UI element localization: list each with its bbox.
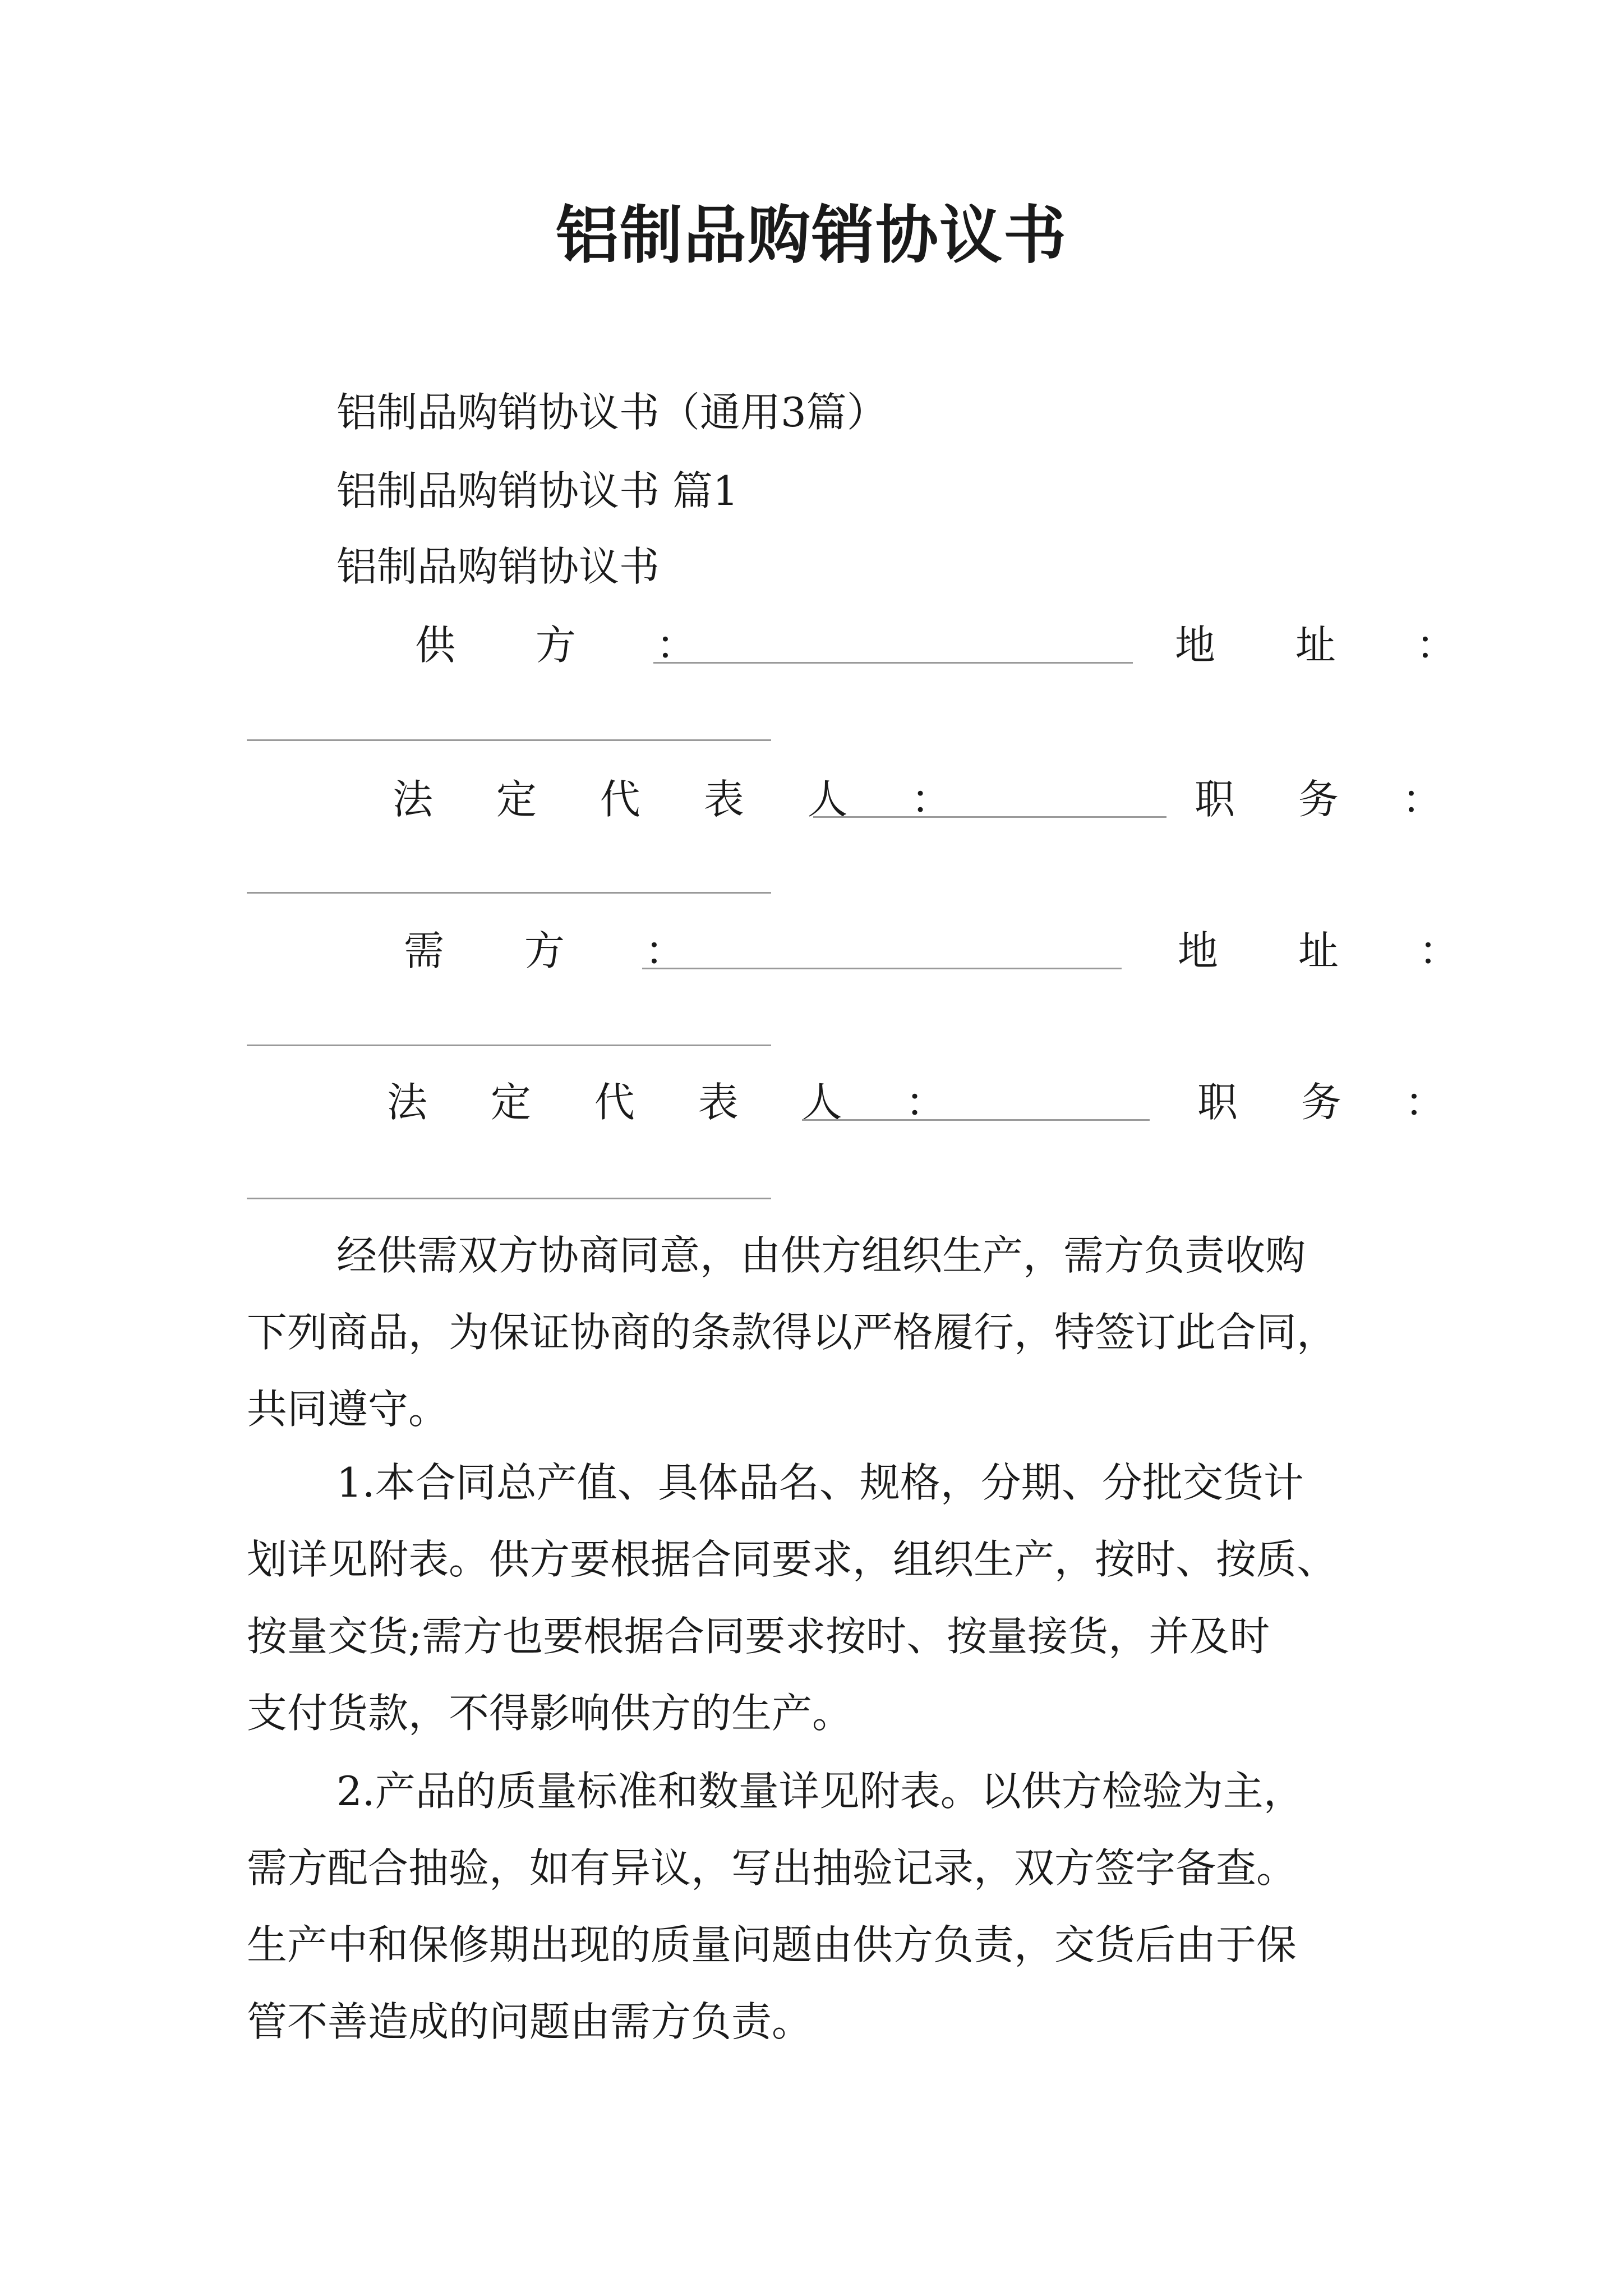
supplier-address-label: 地 址 ： <box>1175 622 1490 669</box>
paragraph-line: 1.本合同总产值、具体品名、规格，分期、分批交货计 <box>336 1459 1304 1506</box>
paragraph-line: 下列商品，为保证协商的条款得以严格履行，特签订此合同， <box>247 1309 1338 1356</box>
paragraph-line: 划详见附表。供方要根据合同要求，组织生产，按时、按质、 <box>247 1536 1338 1583</box>
supplier-rep-label: 法 定 代 表 人 ： <box>393 776 977 823</box>
paragraph-line: 按量交货;需方也要根据合同要求按时、按量接货，并及时 <box>247 1613 1270 1660</box>
buyer-position-label: 职 务 ： <box>1197 1079 1470 1126</box>
paragraph-line: 支付货款，不得影响供方的生产。 <box>247 1690 853 1737</box>
buyer-address-label: 地 址 ： <box>1178 927 1493 974</box>
supplier-position-field[interactable] <box>247 892 771 894</box>
buyer-name-field[interactable] <box>642 968 1122 969</box>
supplier-address-field[interactable] <box>247 739 771 741</box>
contract-name: 铝制品购销协议书 <box>336 543 660 590</box>
intro-paragraph <box>247 1217 1391 1448</box>
buyer-position-field[interactable] <box>247 1198 771 1199</box>
paragraph-line: 2.产品的质量标准和数量详见附表。以供方检验为主， <box>336 1768 1304 1815</box>
supplier-position-label: 职 务 ： <box>1195 776 1468 823</box>
paragraph-line: 生产中和保修期出现的质量问题由供方负责，交货后由于保 <box>247 1921 1297 1968</box>
buyer-rep-label: 法 定 代 表 人 ： <box>387 1079 971 1126</box>
clause-1-paragraph <box>247 1444 1391 1752</box>
supplier-rep-field[interactable] <box>813 816 1166 818</box>
document-subtitle: 铝制品购销协议书（通用3篇） <box>336 389 887 436</box>
buyer-address-field[interactable] <box>247 1045 771 1046</box>
supplier-name-field[interactable] <box>653 662 1133 664</box>
supplier-label: 供 方 ： <box>415 622 730 669</box>
paragraph-line: 需方配合抽验，如有异议，写出抽验记录，双方签字备查。 <box>247 1844 1297 1892</box>
buyer-label: 需 方 ： <box>404 927 719 974</box>
section-heading: 铝制品购销协议书 篇1 <box>336 467 739 514</box>
clause-2-paragraph <box>247 1753 1391 2060</box>
paragraph-line: 共同遵守。 <box>247 1386 449 1433</box>
paragraph-line: 经供需双方协商同意，由供方组织生产，需方负责收购 <box>336 1232 1306 1279</box>
document-title: 铝制品购销协议书 <box>556 199 1067 272</box>
buyer-rep-field[interactable] <box>802 1119 1150 1121</box>
paragraph-line: 管不善造成的问题由需方负责。 <box>247 1998 813 2045</box>
